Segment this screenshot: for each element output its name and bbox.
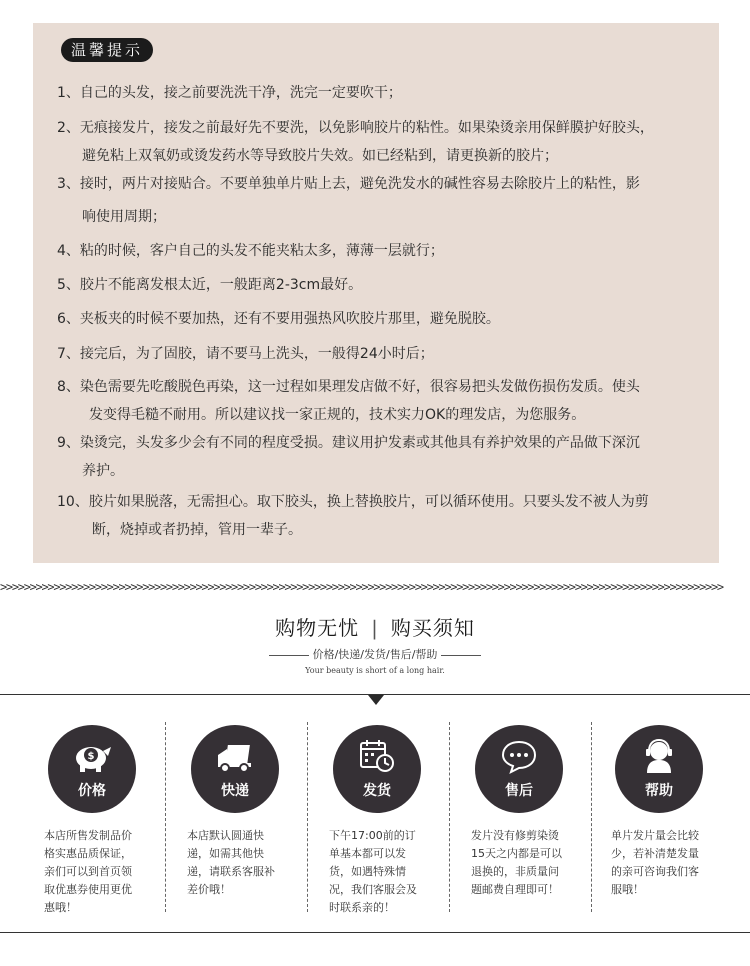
tip-item: 4、粘的时候，客户自己的头发不能夹粘太多，薄薄一层就行；: [57, 243, 444, 259]
service-after-sales: [449, 725, 589, 899]
tip-item-continuation: 响使用周期；: [82, 209, 166, 225]
service-label: 帮助: [645, 783, 673, 799]
tip-item: 9、染烫完，头发多少会有不同的程度受损。建议用护发素或其他具有养护效果的产品做下深沉 养护。: [57, 435, 640, 479]
title-separator: |: [371, 616, 379, 640]
svg-text:$: $: [87, 751, 95, 762]
tip-item: 1、自己的头发，接之前要洗洗干净，洗完一定要吹干；: [57, 85, 402, 101]
service-desc: 本店所售发制品价格实惠品质保证，亲们可以到首页领取优惠券使用更优惠哦！: [44, 829, 132, 914]
shopping-tagline: Your beauty is short of a long hair.: [305, 666, 445, 675]
service-help: [589, 725, 729, 899]
service-label: 快递: [221, 783, 249, 799]
tip-item: 8、染色需要先吃酸脱色再染，这一过程如果理发店做不好，很容易把头发做伤损伤发质。使头 发变得毛糙不耐用。所以建议找一家正规的，技术实力OK的理发店，为您服务。: [57, 379, 640, 423]
section-rule-bottom: [0, 932, 750, 933]
tip-item: 10、胶片如果脱落，无需担心。取下胶头，换上替换胶片，可以循环使用。只要头发不被人为剪 断，烧掉或者扔掉，管用一辈子。: [57, 494, 649, 538]
tips-badge: 温馨提示: [61, 38, 153, 62]
subtitle-rule-right: [441, 655, 481, 656]
service-label: 价格: [78, 783, 106, 799]
shopping-subtitle: [0, 646, 750, 662]
service-delivery: [165, 725, 305, 899]
service-desc: 下午17:00前的订单基本都可以发货，如遇特殊情况，我们客服会及时联系亲的！: [329, 829, 417, 914]
tip-item: 6、夹板夹的时候不要加热，还有不要用强热风吹胶片那里，避免脱胶。: [57, 311, 500, 327]
down-pointer-icon: [368, 695, 384, 705]
tips-panel: [33, 23, 719, 563]
piggy-bank-icon: [72, 737, 112, 775]
service-circle: [191, 725, 279, 813]
service-desc: 本店默认圆通快递，如需其他快递，请联系客服补差价哦！: [187, 829, 275, 896]
customer-service-icon: [639, 737, 679, 775]
service-price: [22, 725, 162, 917]
arrow-divider: >>>>>>>>>>>>>>>>>>>>>>>>>>>>>>>>>>>>>>>>>>>>>>>>>>>>>>>>>>>>>>>>>>>>>>>>>>>>>>>>>>>>>>>>>>>>>>>>>>>>>>>>>>>>>>>>>>>>>>>>>>: [0, 580, 723, 594]
service-desc: 单片发片量会比较少，若补清楚发量的亲可咨询我们客服哦！: [611, 829, 699, 896]
shopping-heading: [0, 612, 750, 641]
shopping-title-left: 购物无忧: [275, 616, 360, 640]
tip-item: 7、接完后，为了固胶，请不要马上洗头，一般得24小时后；: [57, 346, 434, 362]
subtitle-rule-left: [269, 655, 309, 656]
service-label: 售后: [505, 783, 533, 799]
service-desc: 发片没有修剪染烫15天之内都是可以退换的，非质量问题邮费自理即可！: [471, 829, 562, 896]
service-circle: [615, 725, 703, 813]
service-label: 发货: [363, 783, 391, 799]
tip-item: 5、胶片不能离发根太近，一般距离2-3cm最好。: [57, 277, 363, 293]
subtitle-text: 价格/快递/发货/售后/帮助: [312, 648, 438, 661]
shopping-title-right: 购买须知: [390, 616, 475, 640]
delivery-truck-icon: [215, 737, 255, 775]
service-circle: [333, 725, 421, 813]
tip-item: 3、接时，两片对接贴合。不要单独单片贴上去，避免洗发水的碱性容易去除胶片上的粘性，影: [57, 176, 640, 192]
service-circle: [475, 725, 563, 813]
chat-bubble-icon: [499, 737, 539, 775]
service-shipping: [307, 725, 447, 917]
tip-item: 2、无痕接发片，接发之前最好先不要洗，以免影响胶片的粘性。如果染烫亲用保鲜膜护好胶头， 避免粘上双氧奶或烫发药水等导致胶片失效。如已经粘到，请更换新的胶片；: [57, 120, 654, 164]
service-circle: [48, 725, 136, 813]
calendar-clock-icon: [357, 737, 397, 775]
